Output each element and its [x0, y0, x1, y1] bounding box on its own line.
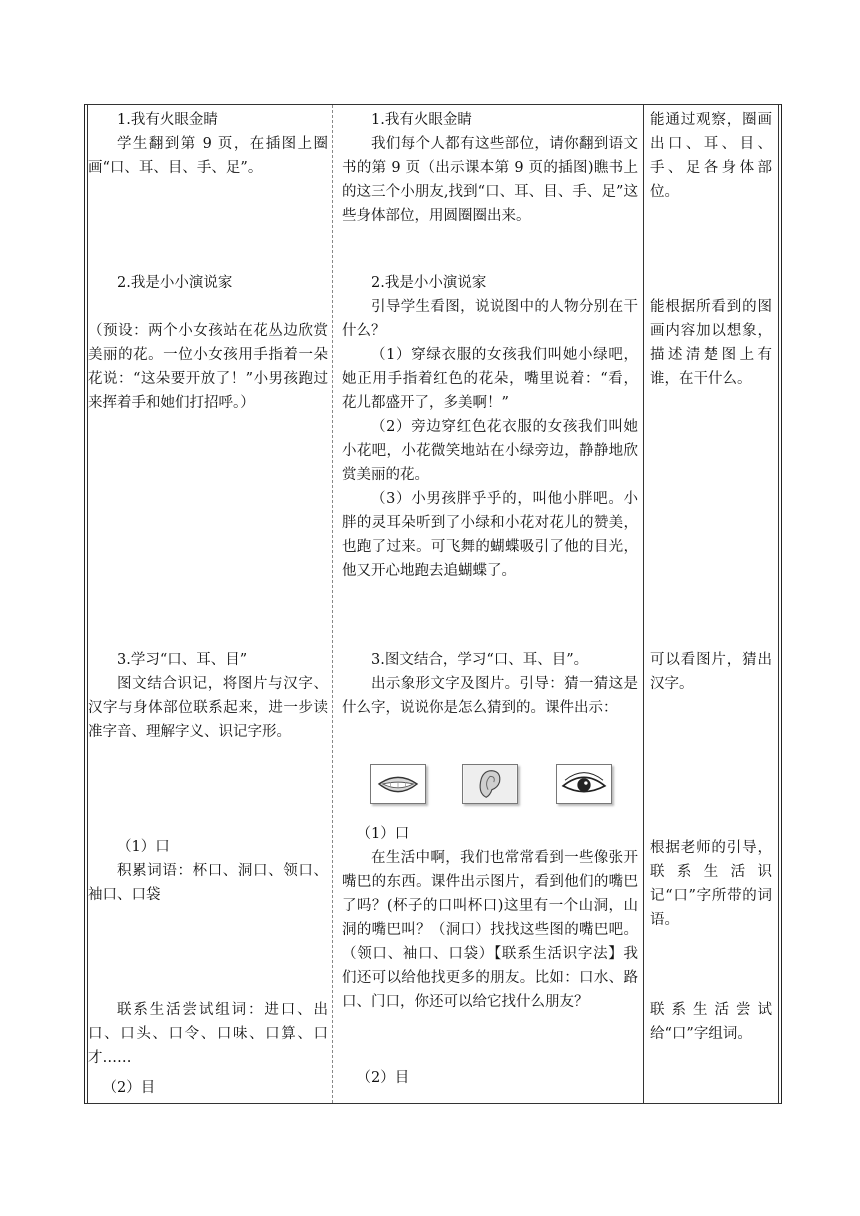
pictograph-images [342, 764, 638, 810]
student-activity-3 [88, 648, 328, 744]
design-intent-3: 可以看图片，猜出汉字。 [650, 652, 772, 692]
activity-text: 联系生活尝试组词：进口、出口、口头、口令、口味、口算、口才…… [88, 1002, 328, 1066]
teacher-activity-3 [342, 648, 638, 720]
student-activity-4 [88, 835, 328, 907]
ear-icon [462, 764, 518, 804]
column-divider-dashed [332, 105, 333, 1103]
activity-heading: （1）口 [356, 826, 410, 842]
activity-text: 我们每个人都有这些部位，请你翻到语文书的第 9 页（出示课本第 9 页的插图)瞧书上的这三个小朋友,找到“口、耳、目、手、足”这些身体部位，用圆圈圈出来。 [342, 136, 638, 224]
activity-text: （3）小男孩胖乎乎的，叫他小胖吧。小胖的灵耳朵听到了小绿和小花对花儿的赞美，也跑了过来。可飞舞的蝴蝶吸引了他的目光，他又开心地跑去追蝴蝶了。 [342, 491, 638, 579]
activity-text: （2）旁边穿红色花衣服的女孩我们叫她小花吧，小花微笑地站在小绿旁边，静静地欣赏美丽的花。 [342, 419, 638, 483]
activity-heading: 1.我有火眼金睛 [371, 112, 472, 128]
teacher-activity-4 [342, 822, 638, 1014]
design-intent-2: 能根据所看到的图画内容加以想象，描述清楚图上有谁，在干什么。 [650, 299, 772, 387]
activity-text: 图文结合识记，将图片与汉字、汉字与身体部位联系起来，进一步读准字音、理解字义、识记字形。 [88, 676, 328, 740]
activity-heading: 1.我有火眼金睛 [117, 112, 218, 128]
teacher-activity-1 [342, 108, 638, 228]
activity-text: （预设：两个小女孩站在花丛边欣赏美丽的花。一位小女孩用手指着一朵花说：“这朵要开放了！”小男孩跑过来挥着手和她们打招呼。） [88, 323, 328, 411]
activity-heading: 2.我是小小演说家 [117, 275, 233, 291]
activity-heading: （2）目 [356, 1070, 410, 1086]
activity-heading: 3.学习“口、耳、目” [117, 652, 248, 668]
teacher-activity-2 [342, 271, 638, 583]
design-intent-5: 联系生活尝试给“口”字组词。 [650, 1002, 772, 1042]
student-activity-2 [88, 271, 328, 415]
activity-text: 在生活中啊，我们也常常看到一些像张开嘴巴的东西。课件出示图片，看到他们的嘴巴了吗？(杯子的口叫杯口)这里有一个山洞，山洞的嘴巴叫？（洞口）找找这些图的嘴巴吧。（领口、袖口、口袋）【联系生活识字法】我们还可以给他找更多的朋友。比如：口水、路口、门口，你还可以给它找什么朋友？ [342, 850, 638, 1010]
eye-icon [556, 764, 612, 804]
activity-text: 引导学生看图，说说图中的人物分别在干什么？ [342, 299, 638, 339]
activity-heading: （2）目 [102, 1080, 156, 1096]
design-intent-4: 根据老师的引导，联系生活识记“口”字所带的词语。 [650, 840, 772, 928]
activity-text: （1）穿绿衣服的女孩我们叫她小绿吧，她正用手指着红色的花朵，嘴里说着：“看，花儿都盛开了，多美啊！” [342, 347, 638, 411]
activity-heading: 3.图文结合，学习“口、耳、目”。 [371, 652, 589, 668]
activity-text: 学生翻到第 9 页，在插图上圈画“口、耳、目、手、足”。 [88, 136, 328, 176]
column-divider-solid [643, 105, 644, 1103]
activity-heading: （1）口 [117, 839, 170, 855]
teacher-activity-5 [342, 1066, 638, 1090]
student-activity-1 [88, 108, 328, 180]
activity-text: 出示象形文字及图片。引导：猜一猜这是什么字，说说你是怎么猜到的。课件出示： [342, 676, 638, 716]
student-activity-5 [88, 998, 328, 1100]
mouth-icon [370, 764, 426, 804]
activity-text: 积累词语：杯口、洞口、领口、袖口、口袋 [88, 863, 328, 903]
design-intent-1: 能通过观察，圈画出口、耳、目、手、足各身体部位。 [650, 112, 772, 200]
activity-heading: 2.我是小小演说家 [371, 275, 487, 291]
